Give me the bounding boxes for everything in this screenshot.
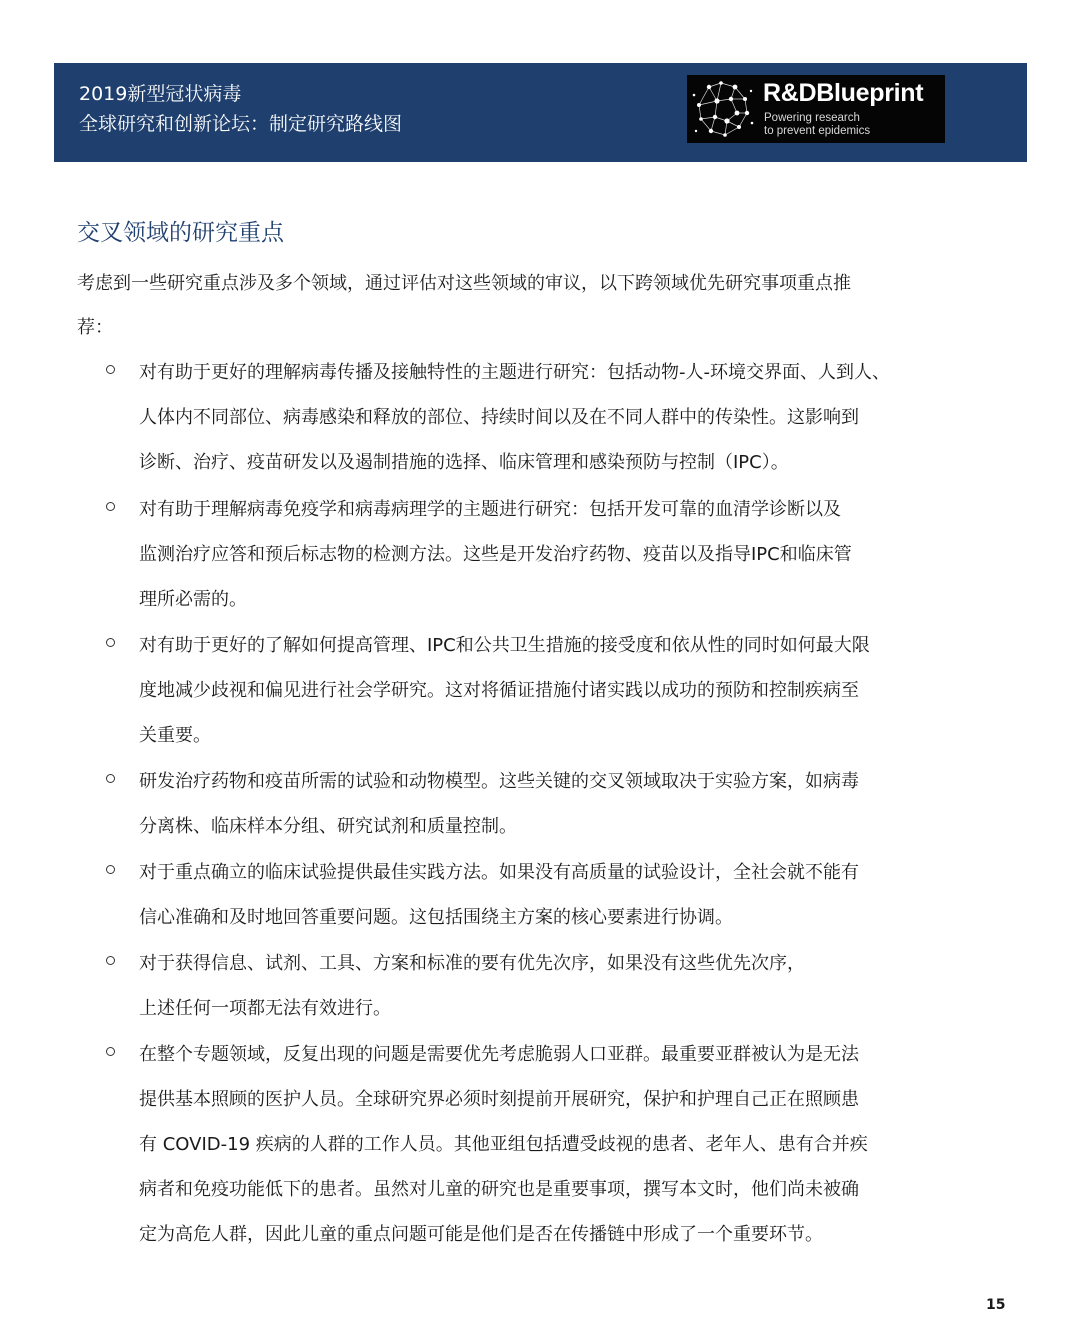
- text-line: 定为高危人群，因此儿童的重点问题可能是他们是否在传播链中形成了一个重要环节。: [139, 1224, 823, 1245]
- circle-bullet-icon: [106, 774, 115, 783]
- text-line: 理所必需的。: [139, 589, 247, 610]
- text-line: 对有助于理解病毒免疫学和病毒病理学的主题进行研究：包括开发可靠的血清学诊断以及: [139, 499, 841, 520]
- page-number: 15: [986, 1297, 1006, 1313]
- intro-line: 荐：: [77, 317, 113, 338]
- circle-bullet-icon: [106, 502, 115, 511]
- list-item-text: [139, 941, 805, 1031]
- text-line: 在整个专题领域，反复出现的问题是需要优先考虑脆弱人口亚群。最重要亚群被认为是无法: [139, 1044, 859, 1065]
- document-title-line-1: 2019新型冠状病毒: [79, 83, 242, 105]
- logo-wordmark: R&DBlueprint: [763, 79, 924, 107]
- document-title-line-2: 全球研究和创新论坛：制定研究路线图: [79, 113, 403, 135]
- text-line: 监测治疗应答和预后标志物的检测方法。这些是开发治疗药物、疫苗以及指导IPC和临床管: [139, 544, 852, 565]
- text-line: 上述任何一项都无法有效进行。: [139, 998, 391, 1019]
- list-item-text: [139, 759, 859, 849]
- text-line: 提供基本照顾的医护人员。全球研究界必须时刻提前开展研究，保护和护理自己正在照顾患: [139, 1089, 859, 1110]
- section-title: 交叉领域的研究重点: [77, 220, 284, 246]
- intro-paragraph: [77, 262, 1012, 350]
- intro-line: 考虑到一些研究重点涉及多个领域，通过评估对这些领域的审议，以下跨领域优先研究事项重点推: [77, 273, 851, 294]
- text-line: 对于获得信息、试剂、工具、方案和标准的要有优先次序，如果没有这些优先次序，: [139, 953, 805, 974]
- text-line: 病者和免疫功能低下的患者。虽然对儿童的研究也是重要事项，撰写本文时，他们尚未被确: [139, 1179, 859, 1200]
- logo-tagline-line-2: to prevent epidemics: [764, 125, 871, 137]
- text-line: 关重要。: [139, 725, 211, 746]
- circle-bullet-icon: [106, 638, 115, 647]
- header-banner: [54, 63, 1027, 162]
- circle-bullet-icon: [106, 956, 115, 965]
- logo-tagline: [764, 112, 870, 138]
- list-item-text: [139, 1032, 868, 1257]
- list-item-text: [139, 623, 870, 758]
- text-line: 有 COVID-19 疾病的人群的工作人员。其他亚组包括遭受歧视的患者、老年人、患有合并疾: [139, 1134, 868, 1155]
- circle-bullet-icon: [106, 1047, 115, 1056]
- text-line: 研发治疗药物和疫苗所需的试验和动物模型。这些关键的交叉领域取决于实验方案，如病毒: [139, 771, 859, 792]
- text-line: 分离株、临床样本分组、研究试剂和质量控制。: [139, 816, 517, 837]
- rd-blueprint-logo: [687, 75, 945, 143]
- logo-tagline-line-1: Powering research: [764, 112, 860, 124]
- document-title: [79, 79, 402, 139]
- list-item-text: [139, 850, 859, 940]
- text-line: 对有助于更好的理解病毒传播及接触特性的主题进行研究：包括动物-人-环境交界面、人到人、: [139, 362, 890, 383]
- text-line: 信心准确和及时地回答重要问题。这包括围绕主方案的核心要素进行协调。: [139, 907, 733, 928]
- text-line: 诊断、治疗、疫苗研发以及遏制措施的选择、临床管理和感染预防与控制（IPC）。: [139, 452, 789, 473]
- text-line: 人体内不同部位、病毒感染和释放的部位、持续时间以及在不同人群中的传染性。这影响到: [139, 407, 859, 428]
- circle-bullet-icon: [106, 365, 115, 374]
- circle-bullet-icon: [106, 865, 115, 874]
- list-item-text: [139, 350, 890, 485]
- text-line: 对于重点确立的临床试验提供最佳实践方法。如果没有高质量的试验设计，全社会就不能有: [139, 862, 859, 883]
- network-globe-icon: [691, 77, 755, 141]
- list-item-text: [139, 487, 852, 622]
- text-line: 度地减少歧视和偏见进行社会学研究。这对将循证措施付诸实践以成功的预防和控制疾病至: [139, 680, 859, 701]
- text-line: 对有助于更好的了解如何提高管理、IPC和公共卫生措施的接受度和依从性的同时如何最大限: [139, 635, 870, 656]
